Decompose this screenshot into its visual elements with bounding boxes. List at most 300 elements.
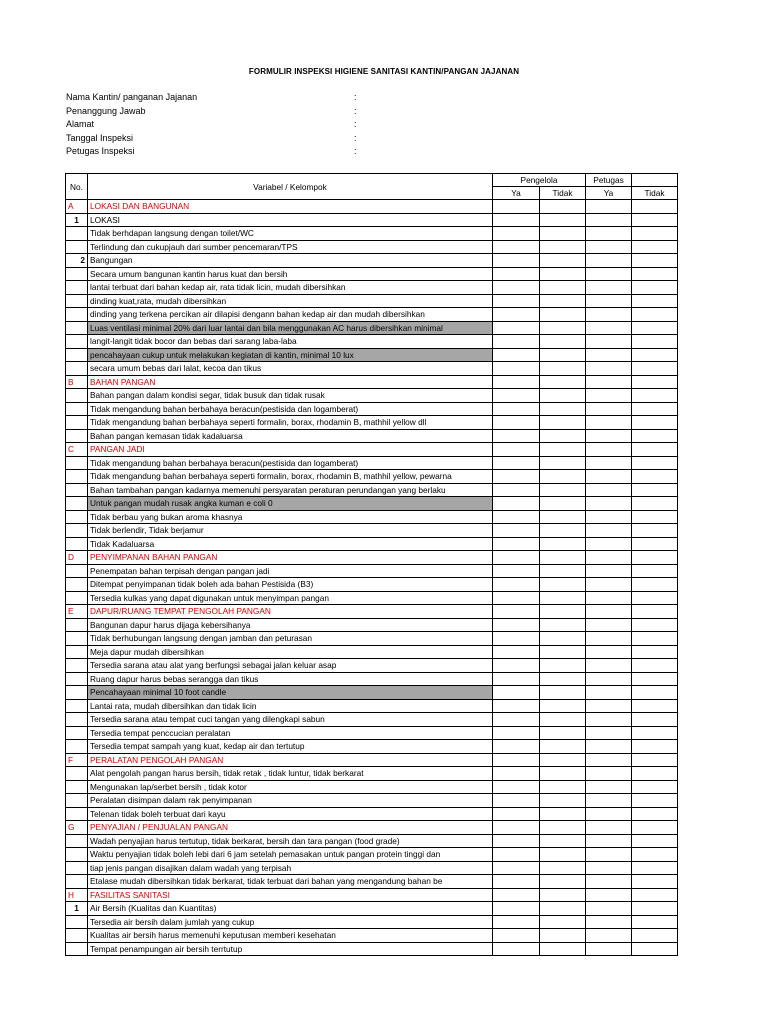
check-cell-petugas-tidak[interactable]	[632, 807, 678, 821]
variable-text: Penempatan bahan terpisah dengan pangan jadi	[88, 564, 493, 578]
check-cell-petugas-ya[interactable]	[586, 416, 632, 430]
check-cell-pengelola-ya[interactable]	[493, 740, 540, 754]
col-no-header: No.	[66, 174, 88, 200]
check-cell-pengelola-tidak[interactable]	[540, 416, 586, 430]
table-row	[66, 321, 678, 335]
check-cell-pengelola-ya[interactable]	[493, 713, 540, 727]
check-cell-petugas-ya[interactable]	[586, 902, 632, 916]
check-cell-petugas-tidak[interactable]	[632, 200, 678, 214]
check-cell-petugas-tidak[interactable]	[632, 740, 678, 754]
check-cell-petugas-tidak[interactable]	[632, 902, 678, 916]
check-cell-pengelola-tidak[interactable]	[540, 497, 586, 511]
check-cell-petugas-tidak[interactable]	[632, 875, 678, 889]
check-cell-pengelola-ya[interactable]	[493, 240, 540, 254]
row-number	[66, 875, 88, 889]
check-cell-petugas-ya[interactable]	[586, 429, 632, 443]
check-cell-petugas-ya[interactable]	[586, 524, 632, 538]
variable-text: Bahan pangan kemasan tidak kadaluarsa	[88, 429, 493, 443]
check-cell-petugas-ya[interactable]	[586, 767, 632, 781]
row-number	[66, 362, 88, 376]
row-number	[66, 915, 88, 929]
check-cell-pengelola-tidak[interactable]	[540, 794, 586, 808]
check-cell-pengelola-ya[interactable]	[493, 591, 540, 605]
check-cell-pengelola-tidak[interactable]	[540, 713, 586, 727]
check-cell-pengelola-tidak[interactable]	[540, 767, 586, 781]
check-cell-pengelola-tidak[interactable]	[540, 348, 586, 362]
check-cell-pengelola-tidak[interactable]	[540, 564, 586, 578]
check-cell-petugas-ya[interactable]	[586, 402, 632, 416]
check-cell-pengelola-ya[interactable]	[493, 402, 540, 416]
check-cell-petugas-tidak[interactable]	[632, 672, 678, 686]
check-cell-petugas-tidak[interactable]	[632, 294, 678, 308]
check-cell-pengelola-ya[interactable]	[493, 335, 540, 349]
check-cell-pengelola-tidak[interactable]	[540, 389, 586, 403]
check-cell-pengelola-tidak[interactable]	[540, 902, 586, 916]
check-cell-petugas-ya[interactable]	[586, 861, 632, 875]
table-row	[66, 281, 678, 295]
check-cell-petugas-tidak[interactable]	[632, 659, 678, 673]
check-cell-pengelola-tidak[interactable]	[540, 861, 586, 875]
variable-text: Bahan tambahan pangan kadarnya memenuhi persyaratan peraturan perundangan yang berlaku	[88, 483, 493, 497]
table-row	[66, 456, 678, 470]
check-cell-petugas-tidak[interactable]	[632, 686, 678, 700]
check-cell-pengelola-tidak[interactable]	[540, 686, 586, 700]
check-cell-petugas-ya[interactable]	[586, 254, 632, 268]
check-cell-petugas-tidak[interactable]	[632, 389, 678, 403]
check-cell-pengelola-ya[interactable]	[493, 510, 540, 524]
check-cell-pengelola-ya[interactable]	[493, 875, 540, 889]
variable-text: Alat pengolah pangan harus bersih, tidak retak , tidak luntur, tidak berkarat	[88, 767, 493, 781]
check-cell-pengelola-ya[interactable]	[493, 699, 540, 713]
check-cell-pengelola-ya[interactable]	[493, 821, 540, 835]
check-cell-pengelola-tidak[interactable]	[540, 780, 586, 794]
check-cell-pengelola-tidak[interactable]	[540, 942, 586, 956]
check-cell-petugas-tidak[interactable]	[632, 753, 678, 767]
check-cell-pengelola-tidak[interactable]	[540, 267, 586, 281]
check-cell-petugas-tidak[interactable]	[632, 416, 678, 430]
check-cell-petugas-ya[interactable]	[586, 348, 632, 362]
check-cell-pengelola-tidak[interactable]	[540, 915, 586, 929]
section-title: PANGAN JADI	[88, 443, 493, 457]
check-cell-petugas-ya[interactable]	[586, 308, 632, 322]
check-cell-pengelola-tidak[interactable]	[540, 213, 586, 227]
check-cell-petugas-ya[interactable]	[586, 200, 632, 214]
check-cell-pengelola-tidak[interactable]	[540, 645, 586, 659]
check-cell-petugas-ya[interactable]	[586, 213, 632, 227]
check-cell-petugas-tidak[interactable]	[632, 632, 678, 646]
row-number	[66, 780, 88, 794]
row-number	[66, 686, 88, 700]
check-cell-petugas-ya[interactable]	[586, 875, 632, 889]
check-cell-petugas-ya[interactable]	[586, 672, 632, 686]
check-cell-pengelola-tidak[interactable]	[540, 510, 586, 524]
variable-text: Tidak berbau yang bukan aroma khasnya	[88, 510, 493, 524]
check-cell-pengelola-tidak[interactable]	[540, 929, 586, 943]
check-cell-petugas-ya[interactable]	[586, 267, 632, 281]
check-cell-petugas-tidak[interactable]	[632, 348, 678, 362]
check-cell-petugas-ya[interactable]	[586, 483, 632, 497]
check-cell-petugas-ya[interactable]	[586, 537, 632, 551]
row-number	[66, 510, 88, 524]
check-cell-pengelola-tidak[interactable]	[540, 834, 586, 848]
check-cell-petugas-tidak[interactable]	[632, 699, 678, 713]
check-cell-pengelola-ya[interactable]	[493, 416, 540, 430]
table-row	[66, 348, 678, 362]
check-cell-petugas-ya[interactable]	[586, 659, 632, 673]
check-cell-petugas-ya[interactable]	[586, 443, 632, 457]
check-cell-pengelola-ya[interactable]	[493, 200, 540, 214]
check-cell-pengelola-ya[interactable]	[493, 942, 540, 956]
check-cell-pengelola-ya[interactable]	[493, 308, 540, 322]
col-petugas-ya: Ya	[586, 187, 632, 200]
check-cell-pengelola-ya[interactable]	[493, 227, 540, 241]
col-empty-header	[632, 174, 678, 187]
table-row	[66, 416, 678, 430]
check-cell-pengelola-tidak[interactable]	[540, 699, 586, 713]
check-cell-petugas-ya[interactable]	[586, 618, 632, 632]
check-cell-petugas-ya[interactable]	[586, 551, 632, 565]
check-cell-petugas-ya[interactable]	[586, 794, 632, 808]
check-cell-pengelola-ya[interactable]	[493, 834, 540, 848]
header-field	[66, 118, 366, 132]
check-cell-petugas-tidak[interactable]	[632, 551, 678, 565]
check-cell-pengelola-ya[interactable]	[493, 605, 540, 619]
check-cell-pengelola-ya[interactable]	[493, 429, 540, 443]
check-cell-petugas-ya[interactable]	[586, 470, 632, 484]
check-cell-petugas-ya[interactable]	[586, 294, 632, 308]
check-cell-pengelola-tidak[interactable]	[540, 443, 586, 457]
check-cell-petugas-ya[interactable]	[586, 321, 632, 335]
check-cell-pengelola-tidak[interactable]	[540, 821, 586, 835]
check-cell-petugas-ya[interactable]	[586, 821, 632, 835]
check-cell-petugas-tidak[interactable]	[632, 240, 678, 254]
check-cell-pengelola-tidak[interactable]	[540, 875, 586, 889]
check-cell-pengelola-tidak[interactable]	[540, 578, 586, 592]
table-row	[66, 929, 678, 943]
header-field	[66, 132, 366, 146]
check-cell-petugas-ya[interactable]	[586, 564, 632, 578]
check-cell-petugas-tidak[interactable]	[632, 470, 678, 484]
check-cell-petugas-tidak[interactable]	[632, 281, 678, 295]
header-field-colon: :	[354, 119, 357, 129]
row-number	[66, 591, 88, 605]
header-field-label: Petugas Inspeksi	[66, 146, 135, 156]
check-cell-petugas-tidak[interactable]	[632, 308, 678, 322]
check-cell-petugas-tidak[interactable]	[632, 510, 678, 524]
check-cell-pengelola-ya[interactable]	[493, 618, 540, 632]
section-title: PENYAJIAN / PENJUALAN PANGAN	[88, 821, 493, 835]
row-number: D	[66, 551, 88, 565]
row-number	[66, 456, 88, 470]
row-number	[66, 348, 88, 362]
check-cell-pengelola-ya[interactable]	[493, 645, 540, 659]
row-number	[66, 632, 88, 646]
variable-text: Kualitas air bersih harus memenuhi keputusan memberi kesehatan	[88, 929, 493, 943]
check-cell-pengelola-ya[interactable]	[493, 483, 540, 497]
check-cell-pengelola-ya[interactable]	[493, 551, 540, 565]
check-cell-petugas-tidak[interactable]	[632, 726, 678, 740]
check-cell-pengelola-ya[interactable]	[493, 672, 540, 686]
check-cell-petugas-ya[interactable]	[586, 780, 632, 794]
check-cell-petugas-ya[interactable]	[586, 888, 632, 902]
check-cell-petugas-tidak[interactable]	[632, 335, 678, 349]
check-cell-petugas-tidak[interactable]	[632, 321, 678, 335]
check-cell-petugas-tidak[interactable]	[632, 537, 678, 551]
section-row	[66, 200, 678, 214]
check-cell-petugas-ya[interactable]	[586, 335, 632, 349]
variable-text: Tersedia tempat sampah yang kuat, kedap air dan tertutup	[88, 740, 493, 754]
section-title: BAHAN PANGAN	[88, 375, 493, 389]
check-cell-petugas-ya[interactable]	[586, 834, 632, 848]
variable-text: Bangunan dapur harus dijaga kebersihanya	[88, 618, 493, 632]
col-petugas-tidak: Tidak	[632, 187, 678, 200]
check-cell-petugas-ya[interactable]	[586, 510, 632, 524]
check-cell-petugas-ya[interactable]	[586, 740, 632, 754]
check-cell-petugas-tidak[interactable]	[632, 605, 678, 619]
check-cell-petugas-ya[interactable]	[586, 578, 632, 592]
table-row	[66, 578, 678, 592]
check-cell-pengelola-tidak[interactable]	[540, 888, 586, 902]
check-cell-petugas-tidak[interactable]	[632, 456, 678, 470]
check-cell-pengelola-tidak[interactable]	[540, 618, 586, 632]
check-cell-petugas-ya[interactable]	[586, 942, 632, 956]
check-cell-petugas-ya[interactable]	[586, 281, 632, 295]
row-number	[66, 848, 88, 862]
check-cell-petugas-tidak[interactable]	[632, 254, 678, 268]
table-row	[66, 227, 678, 241]
check-cell-pengelola-tidak[interactable]	[540, 524, 586, 538]
section-row	[66, 605, 678, 619]
check-cell-pengelola-tidak[interactable]	[540, 753, 586, 767]
check-cell-pengelola-tidak[interactable]	[540, 591, 586, 605]
check-cell-pengelola-ya[interactable]	[493, 213, 540, 227]
check-cell-pengelola-ya[interactable]	[493, 902, 540, 916]
check-cell-pengelola-ya[interactable]	[493, 375, 540, 389]
check-cell-pengelola-tidak[interactable]	[540, 321, 586, 335]
col-pengelola-ya: Ya	[493, 187, 540, 200]
table-row	[66, 564, 678, 578]
check-cell-pengelola-tidak[interactable]	[540, 807, 586, 821]
check-cell-petugas-tidak[interactable]	[632, 483, 678, 497]
row-number	[66, 618, 88, 632]
check-cell-pengelola-ya[interactable]	[493, 686, 540, 700]
check-cell-pengelola-ya[interactable]	[493, 348, 540, 362]
variable-text: Tidak mengandung bahan berbahaya beracun(pestisida dan logamberat)	[88, 402, 493, 416]
check-cell-petugas-tidak[interactable]	[632, 429, 678, 443]
check-cell-pengelola-ya[interactable]	[493, 753, 540, 767]
check-cell-petugas-ya[interactable]	[586, 915, 632, 929]
check-cell-pengelola-ya[interactable]	[493, 389, 540, 403]
variable-text: Peralatan disimpan dalam rak penyimpanan	[88, 794, 493, 808]
check-cell-petugas-tidak[interactable]	[632, 362, 678, 376]
check-cell-petugas-ya[interactable]	[586, 591, 632, 605]
check-cell-pengelola-ya[interactable]	[493, 888, 540, 902]
check-cell-petugas-ya[interactable]	[586, 848, 632, 862]
check-cell-pengelola-tidak[interactable]	[540, 308, 586, 322]
check-cell-pengelola-ya[interactable]	[493, 470, 540, 484]
check-cell-petugas-ya[interactable]	[586, 456, 632, 470]
section-title: FASILITAS SANITASI	[88, 888, 493, 902]
check-cell-petugas-ya[interactable]	[586, 605, 632, 619]
check-cell-pengelola-ya[interactable]	[493, 578, 540, 592]
table-row	[66, 861, 678, 875]
check-cell-pengelola-ya[interactable]	[493, 929, 540, 943]
table-row	[66, 848, 678, 862]
row-number	[66, 699, 88, 713]
check-cell-petugas-tidak[interactable]	[632, 942, 678, 956]
check-cell-pengelola-ya[interactable]	[493, 294, 540, 308]
variable-text: Tidak mengandung bahan berbahaya seperti formalin, borax, rhodamin B, mathhil yellow, pewarna	[88, 470, 493, 484]
check-cell-pengelola-tidak[interactable]	[540, 240, 586, 254]
check-cell-petugas-tidak[interactable]	[632, 645, 678, 659]
check-cell-petugas-tidak[interactable]	[632, 915, 678, 929]
table-row	[66, 726, 678, 740]
check-cell-pengelola-tidak[interactable]	[540, 375, 586, 389]
check-cell-pengelola-ya[interactable]	[493, 915, 540, 929]
check-cell-petugas-tidak[interactable]	[632, 821, 678, 835]
row-number	[66, 308, 88, 322]
check-cell-pengelola-tidak[interactable]	[540, 605, 586, 619]
check-cell-petugas-tidak[interactable]	[632, 497, 678, 511]
check-cell-petugas-ya[interactable]	[586, 497, 632, 511]
check-cell-petugas-tidak[interactable]	[632, 929, 678, 943]
check-cell-pengelola-tidak[interactable]	[540, 470, 586, 484]
check-cell-petugas-tidak[interactable]	[632, 780, 678, 794]
check-cell-pengelola-ya[interactable]	[493, 456, 540, 470]
variable-text: Tidak mengandung bahan berbahaya seperti formalin, borax, rhodamin B, mathhil yellow dll	[88, 416, 493, 430]
check-cell-pengelola-tidak[interactable]	[540, 362, 586, 376]
check-cell-pengelola-ya[interactable]	[493, 726, 540, 740]
check-cell-pengelola-ya[interactable]	[493, 497, 540, 511]
table-row	[66, 429, 678, 443]
check-cell-pengelola-ya[interactable]	[493, 321, 540, 335]
check-cell-pengelola-tidak[interactable]	[540, 848, 586, 862]
check-cell-petugas-tidak[interactable]	[632, 591, 678, 605]
check-cell-pengelola-tidak[interactable]	[540, 200, 586, 214]
check-cell-pengelola-tidak[interactable]	[540, 483, 586, 497]
check-cell-pengelola-ya[interactable]	[493, 362, 540, 376]
check-cell-petugas-tidak[interactable]	[632, 443, 678, 457]
check-cell-pengelola-tidak[interactable]	[540, 537, 586, 551]
check-cell-pengelola-ya[interactable]	[493, 794, 540, 808]
variable-text: Lantai rata, mudah dibersihkan dan tidak licin	[88, 699, 493, 713]
check-cell-pengelola-ya[interactable]	[493, 524, 540, 538]
check-cell-pengelola-tidak[interactable]	[540, 335, 586, 349]
check-cell-petugas-tidak[interactable]	[632, 713, 678, 727]
variable-text: Tempat penampungan air bersih terrtutup	[88, 942, 493, 956]
variable-text: Terlindung dan cukupjauh dari sumber pencemaran/TPS	[88, 240, 493, 254]
check-cell-pengelola-tidak[interactable]	[540, 659, 586, 673]
check-cell-petugas-tidak[interactable]	[632, 375, 678, 389]
check-cell-pengelola-ya[interactable]	[493, 632, 540, 646]
check-cell-pengelola-tidak[interactable]	[540, 429, 586, 443]
check-cell-petugas-ya[interactable]	[586, 645, 632, 659]
variable-text: Pencahayaan minimal 10 foot candle	[88, 686, 493, 700]
check-cell-pengelola-ya[interactable]	[493, 767, 540, 781]
check-cell-petugas-ya[interactable]	[586, 726, 632, 740]
check-cell-pengelola-ya[interactable]	[493, 281, 540, 295]
check-cell-petugas-ya[interactable]	[586, 686, 632, 700]
check-cell-petugas-tidak[interactable]	[632, 227, 678, 241]
variable-text: Telenan tidak boleh terbuat dari kayu	[88, 807, 493, 821]
check-cell-petugas-tidak[interactable]	[632, 794, 678, 808]
check-cell-petugas-tidak[interactable]	[632, 524, 678, 538]
check-cell-petugas-tidak[interactable]	[632, 767, 678, 781]
check-cell-petugas-ya[interactable]	[586, 227, 632, 241]
check-cell-petugas-tidak[interactable]	[632, 861, 678, 875]
check-cell-petugas-ya[interactable]	[586, 713, 632, 727]
check-cell-petugas-ya[interactable]	[586, 753, 632, 767]
check-cell-pengelola-ya[interactable]	[493, 861, 540, 875]
check-cell-pengelola-ya[interactable]	[493, 537, 540, 551]
check-cell-pengelola-tidak[interactable]	[540, 551, 586, 565]
check-cell-pengelola-ya[interactable]	[493, 848, 540, 862]
check-cell-pengelola-ya[interactable]	[493, 267, 540, 281]
check-cell-pengelola-tidak[interactable]	[540, 294, 586, 308]
check-cell-pengelola-tidak[interactable]	[540, 281, 586, 295]
check-cell-petugas-ya[interactable]	[586, 699, 632, 713]
variable-text: Meja dapur mudah dibersihkan	[88, 645, 493, 659]
check-cell-petugas-ya[interactable]	[586, 362, 632, 376]
check-cell-petugas-ya[interactable]	[586, 389, 632, 403]
table-row	[66, 902, 678, 916]
col-pengelola-tidak: Tidak	[540, 187, 586, 200]
check-cell-pengelola-tidak[interactable]	[540, 456, 586, 470]
check-cell-petugas-tidak[interactable]	[632, 213, 678, 227]
check-cell-pengelola-tidak[interactable]	[540, 740, 586, 754]
check-cell-petugas-tidak[interactable]	[632, 834, 678, 848]
table-row	[66, 254, 678, 268]
check-cell-petugas-tidak[interactable]	[632, 578, 678, 592]
variable-text: Luas ventilasi minimal 20% dari luar lantai dan bila menggunakan AC harus dibersihkan minimal	[88, 321, 493, 335]
check-cell-pengelola-tidak[interactable]	[540, 726, 586, 740]
variable-text: langit-langit tidak bocor dan bebas dari sarang laba-laba	[88, 335, 493, 349]
check-cell-petugas-ya[interactable]	[586, 375, 632, 389]
check-cell-petugas-tidak[interactable]	[632, 564, 678, 578]
check-cell-petugas-ya[interactable]	[586, 632, 632, 646]
form-title: FORMULIR INSPEKSI HIGIENE SANITASI KANTIN/PANGAN JAJANAN	[248, 67, 520, 76]
check-cell-pengelola-tidak[interactable]	[540, 227, 586, 241]
row-number	[66, 321, 88, 335]
check-cell-pengelola-tidak[interactable]	[540, 672, 586, 686]
check-cell-petugas-ya[interactable]	[586, 929, 632, 943]
check-cell-pengelola-tidak[interactable]	[540, 254, 586, 268]
check-cell-petugas-ya[interactable]	[586, 807, 632, 821]
check-cell-petugas-tidak[interactable]	[632, 848, 678, 862]
check-cell-petugas-tidak[interactable]	[632, 618, 678, 632]
check-cell-pengelola-ya[interactable]	[493, 659, 540, 673]
table-row	[66, 699, 678, 713]
section-title: LOKASI DAN BANGUNAN	[88, 200, 493, 214]
variable-text: Secara umum bangunan kantin harus kuat dan bersih	[88, 267, 493, 281]
check-cell-petugas-ya[interactable]	[586, 240, 632, 254]
check-cell-pengelola-ya[interactable]	[493, 254, 540, 268]
variable-text: Mengunakan lap/serbet bersih , tidak kotor	[88, 780, 493, 794]
check-cell-petugas-tidak[interactable]	[632, 267, 678, 281]
variable-text: Ditempat penyimpanan tidak boleh ada bahan Pestisida (B3)	[88, 578, 493, 592]
check-cell-pengelola-tidak[interactable]	[540, 632, 586, 646]
check-cell-petugas-tidak[interactable]	[632, 402, 678, 416]
check-cell-pengelola-ya[interactable]	[493, 443, 540, 457]
check-cell-pengelola-ya[interactable]	[493, 780, 540, 794]
check-cell-pengelola-tidak[interactable]	[540, 402, 586, 416]
table-row	[66, 875, 678, 889]
check-cell-pengelola-ya[interactable]	[493, 564, 540, 578]
table-row	[66, 740, 678, 754]
check-cell-pengelola-ya[interactable]	[493, 807, 540, 821]
check-cell-petugas-tidak[interactable]	[632, 888, 678, 902]
row-number	[66, 267, 88, 281]
